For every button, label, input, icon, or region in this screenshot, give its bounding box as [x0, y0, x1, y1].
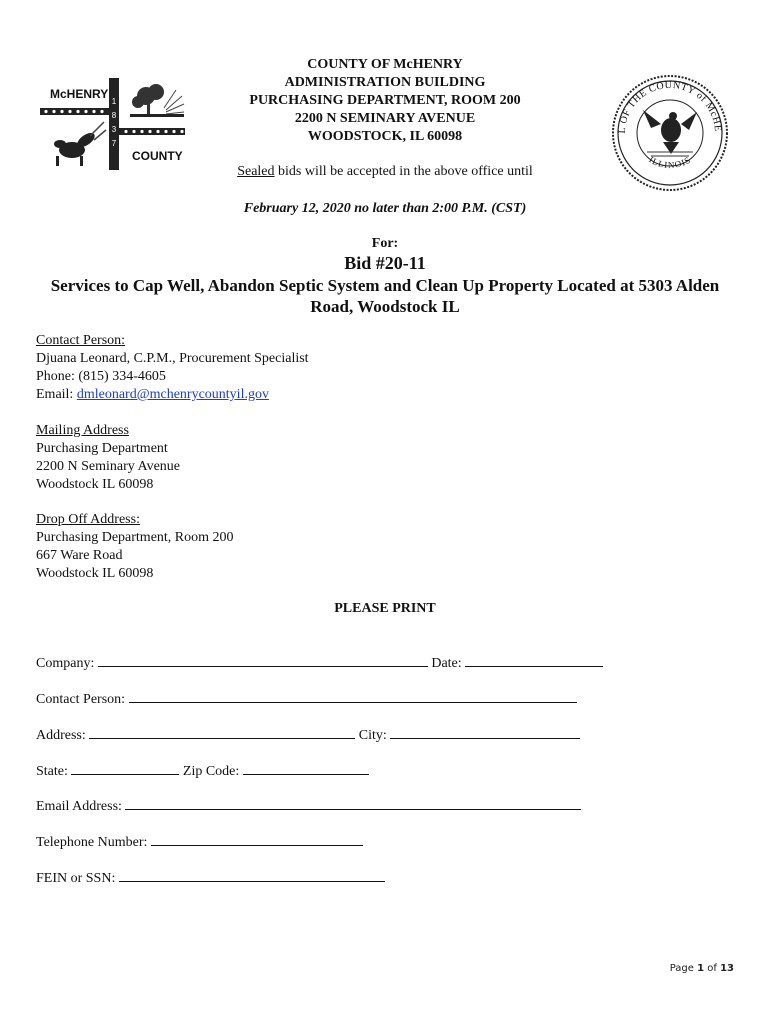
mailing-heading: Mailing Address [36, 423, 129, 438]
page-word: Page [669, 963, 698, 974]
dropoff-line-2: 667 Ware Road [36, 548, 123, 563]
contact-phone: Phone: (815) 334-4605 [36, 369, 166, 384]
mailing-section [36, 422, 180, 494]
header-line-1: COUNTY OF McHENRY [307, 57, 463, 72]
city-field[interactable] [390, 726, 580, 739]
email-field[interactable] [125, 797, 581, 810]
dropoff-line-3: Woodstock IL 60098 [36, 566, 154, 581]
telephone-row [36, 833, 363, 851]
sealed-rest: bids will be accepted in the above office until [274, 164, 533, 179]
date-field[interactable] [465, 654, 603, 667]
please-print-heading: PLEASE PRINT [334, 601, 436, 616]
contact-email-link[interactable]: dmleonard@mchenrycountyil.gov [76, 387, 269, 402]
address-label: Address: [36, 728, 90, 743]
county-logo [38, 74, 186, 174]
mailing-line-1: Purchasing Department [36, 441, 168, 456]
of-word: of [704, 963, 721, 974]
logo-bottom-text: COUNTY [132, 149, 183, 163]
sealed-word: Sealed [237, 164, 275, 179]
telephone-label: Telephone Number: [36, 835, 151, 850]
logo-top-text: McHENRY [50, 87, 109, 101]
contact-person-row [36, 690, 577, 708]
fein-field[interactable] [119, 869, 385, 882]
zip-field[interactable] [243, 762, 369, 775]
header-line-5: WOODSTOCK, IL 60098 [307, 129, 463, 144]
company-label: Company: [36, 656, 98, 671]
for-label: For: [371, 236, 399, 251]
dropoff-section [36, 511, 234, 583]
svg-text:ILLINOIS [647, 154, 693, 170]
bid-deadline: February 12, 2020 no later than 2:00 P.M. (CST) [243, 201, 527, 216]
address-field[interactable] [89, 726, 355, 739]
dropoff-line-1: Purchasing Department, Room 200 [36, 530, 234, 545]
mailing-line-3: Woodstock IL 60098 [36, 477, 154, 492]
state-field[interactable] [71, 762, 179, 775]
contact-person-label: Contact Person: [36, 692, 129, 707]
state-label: State: [36, 764, 72, 779]
logo-year-4: 7 [111, 139, 117, 148]
contact-section [36, 332, 309, 404]
bid-title: Services to Cap Well, Abandon Septic System and Clean Up Property Located at 5303 Alden Road, Woodstock IL [50, 276, 720, 316]
date-label: Date: [427, 656, 466, 671]
contact-name: Djuana Leonard, C.P.M., Procurement Specialist [36, 351, 309, 366]
company-field[interactable] [98, 654, 428, 667]
address-row [36, 726, 580, 744]
state-row [36, 762, 369, 780]
mailing-line-2: 2200 N Seminary Avenue [36, 459, 180, 474]
header-line-4: 2200 N SEMINARY AVENUE [294, 111, 476, 126]
fein-row [36, 869, 385, 887]
bid-number: Bid #20-11 [344, 253, 426, 273]
contact-email-label: Email: [36, 387, 77, 402]
logo-year-3: 3 [111, 125, 117, 134]
company-row [36, 654, 603, 672]
page-number: 1 [697, 963, 705, 974]
seal-state: ILLINOIS [647, 154, 693, 171]
email-row [36, 797, 581, 815]
contact-heading: Contact Person: [36, 333, 126, 348]
logo-year-1: 1 [111, 97, 117, 106]
dropoff-heading: Drop Off Address: [36, 512, 140, 527]
county-seal [611, 74, 729, 192]
agency-header [190, 56, 580, 146]
seal-text: L OF THE COUNTY of McHE [616, 79, 724, 134]
email-label: Email Address: [36, 799, 126, 814]
sealed-bids-statement [190, 164, 580, 180]
logo-year-2: 8 [111, 111, 117, 120]
contact-person-field[interactable] [129, 690, 577, 703]
header-line-3: PURCHASING DEPARTMENT, ROOM 200 [249, 93, 521, 108]
page-footer [670, 963, 734, 974]
page-total: 13 [720, 963, 734, 974]
zip-label: Zip Code: [179, 764, 243, 779]
telephone-field[interactable] [151, 833, 363, 846]
city-label: City: [355, 728, 391, 743]
header-line-2: ADMINISTRATION BUILDING [284, 75, 486, 90]
fein-label: FEIN or SSN: [36, 871, 119, 886]
